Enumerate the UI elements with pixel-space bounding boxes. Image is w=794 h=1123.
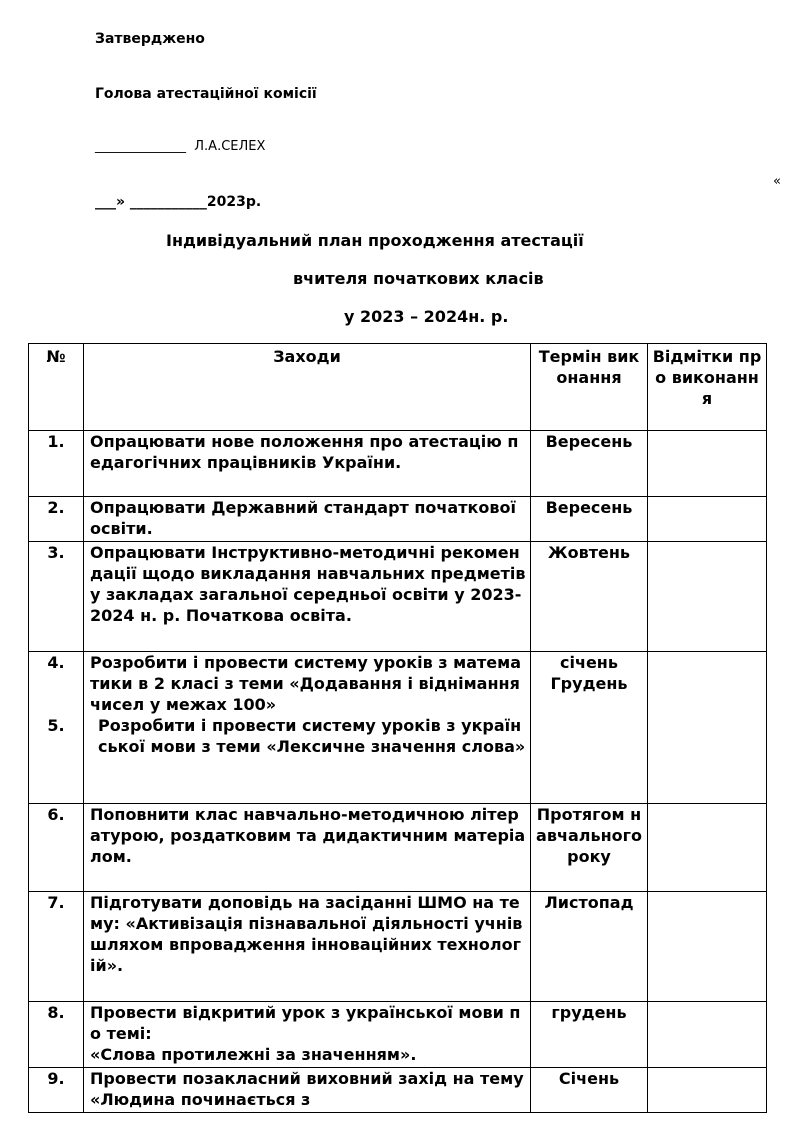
row-term: Жовтень <box>531 542 648 652</box>
row-mark <box>648 542 767 652</box>
row-mark <box>648 1002 767 1068</box>
row-num: 8. <box>29 1002 84 1068</box>
table-row <box>29 1002 767 1068</box>
header-num: № <box>29 344 84 431</box>
signature-name: Л.А.СЕЛЕХ <box>194 139 266 154</box>
row-mark <box>648 804 767 892</box>
table-header-row <box>29 344 767 431</box>
document-title-line2: вчителя початкових класів <box>293 269 544 288</box>
row-num-spacer <box>33 694 79 715</box>
row-term: Вересень <box>531 497 648 542</box>
approved-label: Затверджено <box>95 31 205 47</box>
table-row <box>29 892 767 1002</box>
signature-block <box>95 139 265 154</box>
row-activity: Поповнити клас навчально-методичною літературою, роздатковим та дидактичним матеріалом. <box>84 804 531 892</box>
row-num: 1. <box>29 431 84 497</box>
approval-date: ___» ___________2023р. <box>95 194 262 210</box>
table-row <box>29 1068 767 1113</box>
row-mark <box>648 431 767 497</box>
row-mark <box>648 1068 767 1113</box>
commission-chair-label: Голова атестаційної комісії <box>95 86 317 102</box>
row-mark <box>648 497 767 542</box>
table-row <box>29 497 767 542</box>
row-num-5: 5. <box>47 716 65 735</box>
row-activity-topic: «Слова протилежні за значенням». <box>90 1045 417 1064</box>
row-activity <box>84 1002 531 1068</box>
attestation-plan-table <box>28 343 767 1113</box>
row-num: 6. <box>29 804 84 892</box>
row-term: Вересень <box>531 431 648 497</box>
row-num: 2. <box>29 497 84 542</box>
row-activity-math: Розробити і провести систему уроків з математики в 2 класі з теми «Додавання і віднімання чисел у межах 100» <box>90 653 522 714</box>
row-mark <box>648 892 767 1002</box>
document-title-line3: у 2023 – 2024н. р. <box>344 307 509 326</box>
header-term: Термін виконання <box>531 344 648 431</box>
row-mark <box>648 652 767 804</box>
row-term <box>531 652 648 804</box>
row-term: Січень <box>531 1068 648 1113</box>
row-term: грудень <box>531 1002 648 1068</box>
header-activities: Заходи <box>84 344 531 431</box>
table-row <box>29 652 767 804</box>
table-row <box>29 542 767 652</box>
document-title-line1: Індивідуальний план проходження атестації <box>166 231 584 250</box>
row-num-4: 4. <box>47 653 65 672</box>
row-activity: Опрацювати Інструктивно-методичні рекомендації щодо викладання навчальних предметів у закладах загальної середньої освіти у 2023-2024 н. р. Початкова освіта. <box>84 542 531 652</box>
row-term: Листопад <box>531 892 648 1002</box>
row-activity: Підготувати доповідь на засіданні ШМО на тему: «Активізація пізнавальної діяльності учнів шляхом впровадження інноваційних технологій». <box>84 892 531 1002</box>
table-row <box>29 431 767 497</box>
row-activity <box>84 652 531 804</box>
row-num: 3. <box>29 542 84 652</box>
row-term-december: Грудень <box>550 674 628 693</box>
header-marks: Відмітки про виконання <box>648 344 767 431</box>
row-activity-ukrainian: Розробити і провести систему уроків з української мови з теми «Лексичне значення слова» <box>98 716 526 756</box>
row-num-spacer <box>33 673 79 694</box>
table-row <box>29 804 767 892</box>
row-num <box>29 652 84 804</box>
row-activity-lesson: Провести відкритий урок з української мови по темі: <box>90 1003 521 1043</box>
row-num: 7. <box>29 892 84 1002</box>
row-term-january: січень <box>560 653 618 672</box>
row-term: Протягом навчального року <box>531 804 648 892</box>
row-num: 9. <box>29 1068 84 1113</box>
quote-mark: « <box>773 174 781 189</box>
row-activity: Опрацювати нове положення про атестацію педагогічних працівників України. <box>84 431 531 497</box>
row-activity: Провести позакласний виховний захід на тему «Людина починається з <box>84 1068 531 1113</box>
row-activity: Опрацювати Державний стандарт початкової освіти. <box>84 497 531 542</box>
signature-line: ______________ <box>95 139 186 154</box>
